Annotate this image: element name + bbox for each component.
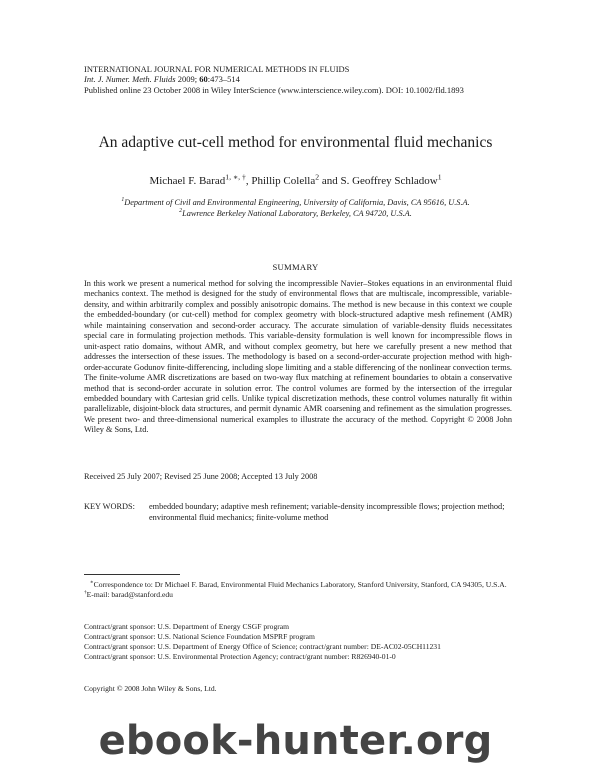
affiliation <box>0 198 591 209</box>
affiliation-text: Department of Civil and Environmental Engineering, University of California, Davis, CA 95616, U.S.A. <box>124 198 470 207</box>
author-sep: and <box>319 175 341 187</box>
journal-published: Published online 23 October 2008 in Wiley InterScience (www.interscience.wiley.com). DOI: 10.1002/fld.1893 <box>84 84 464 95</box>
copyright-notice: Copyright © 2008 John Wiley & Sons, Ltd. <box>84 684 217 693</box>
journal-year: 2009; <box>177 74 198 85</box>
sponsor-line: Contract/grant sponsor: U.S. Department of Energy CSGF program <box>84 622 290 631</box>
sponsor-line: Contract/grant sponsor: U.S. Environmental Protection Agency; contract/grant number: R826940-01-0 <box>84 652 396 661</box>
abstract-text: In this work we present a numerical method for solving the incompressible Navier–Stokes equations in an environmental fluid mechanics context. The method is designed for the study of environmental flows that are multiscale, incompressible, variable-density, and within arbitrarily complex and possibly anisotropic domains. The method is new because in this context we couple the embedded-boundary (or cut-cell) method for complex geometry with block-structured adaptive mesh refinement (AMR) while maintaining conservation and second-order accuracy. The accurate simulation of variable-density fluids necessitates special care in formulating projection methods. This variable-density formulation is well known for incompressible flows in unit-aspect ratio domains, without AMR, and without complex geometry, but here we carefully present a new method that addresses the intersection of these issues. The methodology is based on a second-order-accurate projection method with high-order-accurate Godunov finite-differencing, including slope limiting and a stable differencing of the nonlinear convection terms. The finite-volume AMR discretizations are based on two-way flux matching at refinement boundaries to obtain a conservative method that is second-order accurate in solution error. The control volumes are formed by the intersection of the irregular embedded boundary with Cartesian grid cells. Unlike typical discretization methods, these control volumes naturally fit within parallelizable, disjoint-block data structures, and permit dynamic AMR coarsening and refinement as the simulation progresses. We present two- and three-dimensional numerical examples to illustrate the accuracy of the method. Copyright © 2008 John Wiley & Sons, Ltd. <box>84 279 512 435</box>
footnote-text: E-mail: barad@stanford.edu <box>86 590 173 599</box>
affiliation-sup: 1 <box>121 197 125 204</box>
journal-citation <box>84 74 464 84</box>
journal-pages: :473–514 <box>207 74 240 85</box>
journal-volume: 60 <box>199 74 208 85</box>
journal-header <box>84 64 464 95</box>
paper-title: An adaptive cut-cell method for environmental fluid mechanics <box>98 134 493 151</box>
author-name: Phillip Colella <box>251 175 316 187</box>
affiliation-text: Lawrence Berkeley National Laboratory, Berkeley, CA 94720, U.S.A. <box>182 208 412 218</box>
footnote-rule <box>84 574 180 575</box>
author-name: Michael F. Barad <box>149 175 226 187</box>
watermark: ebook-hunter.org <box>98 718 493 764</box>
affiliation <box>0 209 591 220</box>
author-sup: 1, ∗, † <box>225 172 246 182</box>
journal-name: INTERNATIONAL JOURNAL FOR NUMERICAL METHODS IN FLUIDS <box>84 64 350 74</box>
affiliation-sup: 2 <box>179 207 183 214</box>
footnotes <box>84 580 514 600</box>
affiliations <box>0 198 591 219</box>
keywords-label: KEY WORDS: <box>84 502 135 511</box>
footnote <box>84 590 514 600</box>
footnote-mark: † <box>84 589 87 596</box>
journal-abbrev: Int. J. Numer. Meth. Fluids <box>84 74 176 85</box>
author-sep: , <box>245 175 252 187</box>
author-sup: 2 <box>315 172 320 182</box>
author-sup: 1 <box>437 172 442 182</box>
grant-sponsors <box>84 622 441 662</box>
sponsor-line: Contract/grant sponsor: U.S. National Science Foundation MSPRF program <box>84 632 315 641</box>
author-name: S. Geoffrey Schladow <box>340 175 438 187</box>
sponsor-line: Contract/grant sponsor: U.S. Department of Energy Office of Science; contract/grant number: DE-AC02-05CH11231 <box>84 642 441 651</box>
received-dates: Received 25 July 2007; Revised 25 June 2008; Accepted 13 July 2008 <box>84 472 318 481</box>
keywords-text: embedded boundary; adaptive mesh refinement; variable-density incompressible flows; projection method; environmental fluid mechanics; finite-volume method <box>149 502 505 522</box>
footnote-text: Correspondence to: Dr Michael F. Barad, Environmental Fluid Mechanics Laboratory, Stanford University, Stanford, CA 94305, U.S.A. <box>93 580 507 589</box>
summary-heading: SUMMARY <box>272 262 319 272</box>
footnote-mark: ∗ <box>90 579 94 586</box>
author-list <box>0 172 591 187</box>
footnote <box>84 580 514 590</box>
